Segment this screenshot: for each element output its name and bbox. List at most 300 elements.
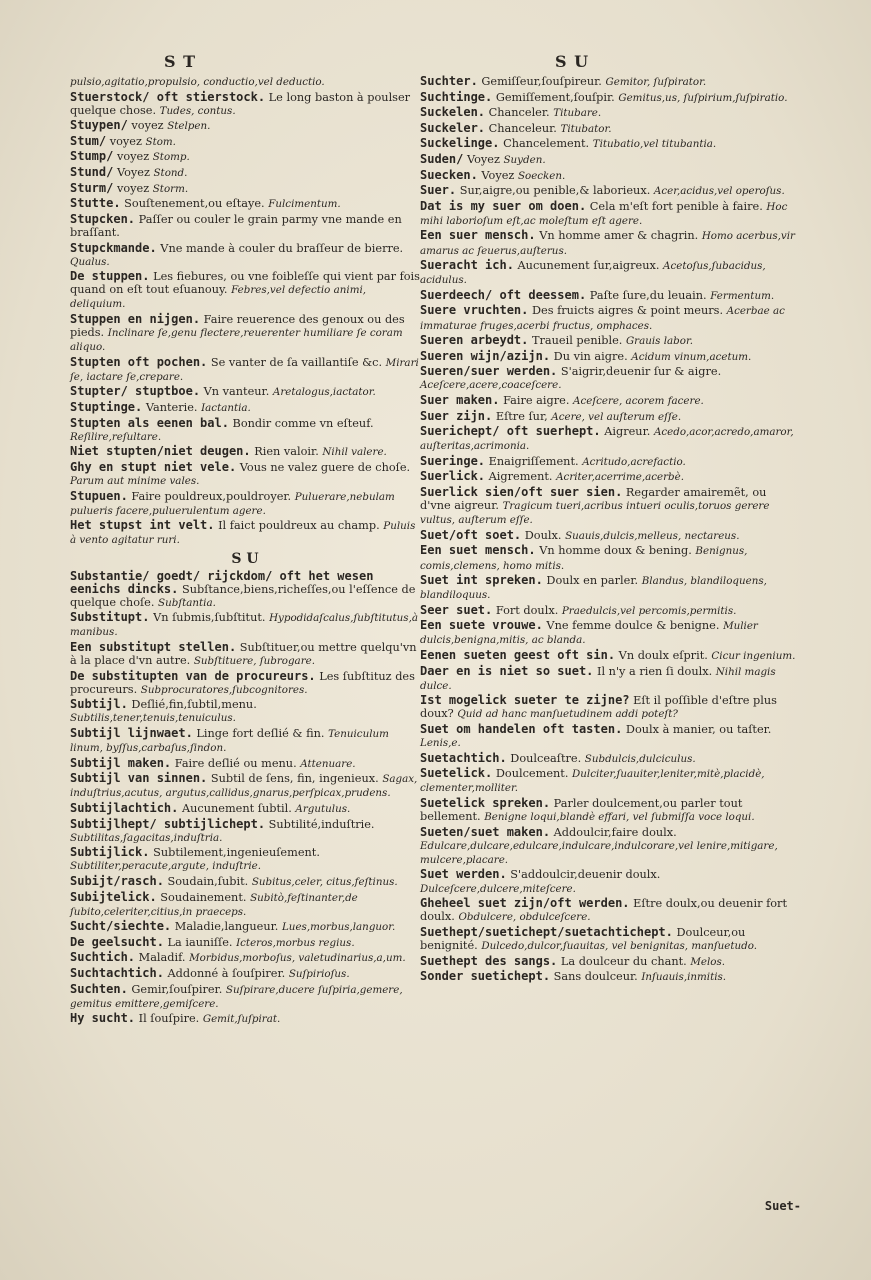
entry-latin: Acriter,acerrime,acerbè. <box>556 471 684 484</box>
entry-headword: Suchtachtich. <box>70 966 164 981</box>
entry-latin: Acer,acidus,vel operoſus. <box>653 185 785 198</box>
dictionary-entry <box>70 920 420 934</box>
dictionary-entry <box>420 394 800 408</box>
entry-headword: Ist mogelick sueter te zijne? <box>420 693 630 708</box>
entry-french: Du vin aigre. <box>553 349 628 363</box>
dictionary-entry <box>420 334 800 348</box>
entry-headword: Sonder suetichept. <box>420 969 551 984</box>
entry-headword: Stutte. <box>70 196 121 211</box>
entry-latin: Titubator. <box>560 122 612 135</box>
entry-latin: Dulceſcere,dulcere,miteſcere. <box>420 882 576 895</box>
entry-headword: De stuppen. <box>70 269 150 284</box>
entry-latin: Acedo,acor,acredo,amaror, auſteritas,acrimonia. <box>420 426 794 453</box>
dictionary-entry <box>420 75 800 89</box>
dictionary-entry <box>420 470 800 484</box>
entry-french: Se vanter de ſa vaillantiſe &c. <box>210 355 383 369</box>
entry-headword: Suerichept/ oft suerhept. <box>420 424 601 439</box>
entry-latin: Titubatio,vel titubantia. <box>592 138 717 151</box>
entry-french: Faire pouldreux,pouldroyer. <box>131 489 292 503</box>
dictionary-entry <box>420 767 800 795</box>
dictionary-entry <box>420 304 800 332</box>
dictionary-entry <box>70 150 420 164</box>
entry-latin: Subtiliter,peracute,argute, induſtrie. <box>70 860 261 873</box>
entry-latin: Puluerare,nebulam pulueris facere,puluerulentum agere. <box>70 490 395 517</box>
entry-latin: Attenuare. <box>300 757 356 770</box>
entry-french: Soudain,ſubit. <box>167 874 249 888</box>
dictionary-entry <box>420 665 800 693</box>
entry-latin: Acritudo,acrefactio. <box>582 455 686 468</box>
dictionary-entry <box>420 752 800 766</box>
entry-headword: Stund/ <box>70 165 114 180</box>
entry-french: Addoulcir,faire doulx. <box>553 825 677 839</box>
entry-french: Eſtre doulx,ou deuenir fort doulx. <box>420 897 787 924</box>
entry-latin: Parum aut minime vales. <box>70 475 200 488</box>
entry-latin: Gemit,ſuſpirat. <box>202 1013 281 1026</box>
entry-latin: Gemitus,us, ſuſpirium,ſuſpiratio. <box>618 91 788 104</box>
dictionary-entry <box>70 242 420 269</box>
entry-headword: Sueracht ich. <box>420 258 514 273</box>
dictionary-entry <box>70 91 420 118</box>
dictionary-entry <box>70 1012 420 1026</box>
entry-latin: Suſpirioſus. <box>288 968 350 981</box>
dictionary-entry <box>70 417 420 444</box>
entry-latin: Obdulcere, obdulceſcere. <box>458 911 591 924</box>
entry-latin: Suyden. <box>503 153 546 166</box>
entry-headword: Daer en is niet so suet. <box>420 663 594 678</box>
entry-headword: Suerlick. <box>420 469 486 484</box>
entry-headword: Stupter/ stuptboe. <box>70 384 201 399</box>
entry-french: Les ſubſtituz des procureurs. <box>70 669 415 696</box>
dictionary-entry <box>420 365 800 392</box>
dictionary-entry <box>420 897 800 924</box>
entry-french: Doulceaſtre. <box>510 751 582 765</box>
entry-french: Subtil de ſens, fin, ingenieux. <box>210 772 379 786</box>
entry-latin: Mulier dulcis,benigna,mitis, ac blanda. <box>420 620 758 647</box>
dictionary-entry <box>70 670 420 697</box>
entry-headword: Subtijlachtich. <box>70 801 179 815</box>
dictionary-entry <box>420 694 800 721</box>
entry-latin: Hoc mihi laborioſum eſt,ac moleſtum eſt agere. <box>420 200 788 227</box>
entry-latin: Quid ad hanc manſuetudinem addi poteſt? <box>457 708 678 721</box>
entry-headword: Suet werden. <box>420 867 507 882</box>
entry-latin: Benignus, comis,clemens, homo mitis. <box>420 545 748 572</box>
dictionary-entry <box>420 826 800 867</box>
right-column <box>420 52 800 986</box>
dictionary-entry <box>70 936 420 950</box>
entry-french: Aucunement ſubtil. <box>181 802 292 815</box>
dictionary-entry <box>70 611 420 639</box>
entry-french: Linge fort deſlié & fin. <box>196 727 325 741</box>
entry-french: Faire deſlié ou menu. <box>174 756 297 770</box>
entry-headword: Sucht/siechte. <box>70 919 172 934</box>
entry-headword: Suethept des sangs. <box>420 953 558 968</box>
entry-headword: Suere vruchten. <box>420 303 529 318</box>
entry-headword: Sueren wijn/azijn. <box>420 348 551 363</box>
dictionary-entry <box>70 313 420 354</box>
dictionary-entry <box>70 182 420 196</box>
entry-headword: Het stupst int velt. <box>70 518 215 533</box>
dictionary-entry <box>70 385 420 399</box>
entry-headword: Stupcken. <box>70 211 136 226</box>
entry-french: Doulx. <box>524 528 562 542</box>
entry-french: Subtilement,ingenieuſement. <box>153 846 320 860</box>
entry-french: Maladif. <box>138 951 186 965</box>
entry-french: Vn homme doux & bening. <box>539 544 692 558</box>
dictionary-entry <box>420 425 800 453</box>
entry-french: Il n'y a rien ſi doulx. <box>596 664 713 678</box>
dictionary-entry <box>420 137 800 151</box>
entry-headword: Sueten/suet maken. <box>420 824 551 839</box>
dictionary-entry <box>70 135 420 149</box>
entry-headword: Sueren arbeydt. <box>420 333 529 348</box>
dictionary-entry <box>70 75 420 89</box>
entry-french: Chanceler. <box>488 106 550 120</box>
entry-french: Bondir comme vn eſteuf. <box>232 416 374 430</box>
entry-headword: Suerlick sien/oft suer sien. <box>420 485 623 500</box>
entry-latin: Aceſcere, acorem facere. <box>573 394 704 407</box>
entry-french: Paſſer ou couler le grain parmy vne mande en braſſant. <box>70 212 402 239</box>
entry-french: Subſtance,biens,richeſſes,ou l'eſſence de quelque choſe. <box>70 582 416 609</box>
entry-french: Maladie,langueur. <box>174 920 279 934</box>
entry-latin: Argutulus. <box>295 803 351 815</box>
entry-latin: Acidum vinum,acetum. <box>631 350 752 363</box>
entry-french: Traueil penible. <box>531 334 623 348</box>
entry-latin: Aretalogus,iactator. <box>272 386 376 399</box>
entry-french: Gemiſſement,ſouſpir. <box>495 90 615 104</box>
dictionary-entry <box>420 604 800 618</box>
dictionary-entry <box>420 486 800 527</box>
entry-headword: Stuptinge. <box>70 400 143 415</box>
entry-latin: Titubare. <box>553 107 602 120</box>
entry-headword: Suchtich. <box>70 950 136 965</box>
entry-headword: Stupten als eenen bal. <box>70 415 229 430</box>
entry-latin: Fulcimentum. <box>268 198 341 211</box>
entry-latin: Edulcare,dulcare,edulcare,indulcare,indulcorare,vel lenire,mitigare, mulcere,placare. <box>420 839 778 866</box>
dictionary-entry <box>70 698 420 725</box>
dictionary-entry <box>420 955 800 969</box>
entry-french: Eſtre ſur, <box>495 409 548 423</box>
entry-latin: Stomp. <box>152 151 190 164</box>
entry-french: Addonné à ſouſpirer. <box>167 967 286 981</box>
entry-latin: Morbidus,morboſus, valetudinarius,a,um. <box>189 952 406 965</box>
entry-latin: Stond. <box>153 167 188 180</box>
entry-french: Subſtituer,ou mettre quelqu'vn à la place d'vn autre. <box>70 640 417 668</box>
entry-headword: Substantie/ goedt/ rijckdom/ oft het wesen eenichs dincks. <box>70 568 374 596</box>
dictionary-entry <box>420 410 800 424</box>
entry-latin: Praedulcis,vel percomis,permitis. <box>561 604 737 617</box>
entry-french: Deſlié,fin,ſubtil,menu. <box>131 698 257 712</box>
entry-headword: Suet/oft soet. <box>420 527 522 542</box>
entry-latin: Subprocuratores,ſubcognitores. <box>140 683 308 696</box>
dictionary-entry <box>70 213 420 240</box>
entry-french: Vne femme doulce & benigne. <box>546 619 720 633</box>
dictionary-entry <box>420 169 800 183</box>
entry-headword: Subtijlick. <box>70 845 150 860</box>
entry-headword: Suer maken. <box>420 392 500 407</box>
entry-latin: Stelpen. <box>167 120 211 133</box>
left-header: S T <box>163 52 197 71</box>
dictionary-entry <box>420 455 800 469</box>
entry-headword: Stuerstock/ oft stierstock. <box>70 89 266 104</box>
entry-latin: Tudes, contus. <box>159 104 236 117</box>
dictionary-entry <box>70 570 420 610</box>
entry-headword: Suchtinge. <box>420 89 493 104</box>
dictionary-entry <box>70 641 420 668</box>
dictionary-entry <box>420 259 800 287</box>
entry-headword: Suchten. <box>70 981 128 996</box>
entry-latin: Reſilire,reſultare. <box>70 430 162 443</box>
entry-french: Doulx à manier, ou taſter. <box>625 723 772 737</box>
entry-headword: Suden/ <box>420 151 464 166</box>
entry-latin: Acere, vel auſterum eſſe. <box>551 410 682 423</box>
entry-french: Vn doulx eſprit. <box>618 649 708 663</box>
dictionary-entry <box>420 723 800 750</box>
entry-latin: Subtilitas,ſagacitas,induſtria. <box>70 831 223 844</box>
entry-headword: Seer suet. <box>420 602 493 617</box>
entry-headword: Suchter. <box>420 74 478 88</box>
entry-latin: Acetoſus,ſubacidus, acidulus. <box>420 260 766 287</box>
entry-latin: Subtilis,tener,tenuis,tenuiculus. <box>70 712 236 725</box>
entry-french: voyez <box>109 134 142 148</box>
left-entries-2 <box>70 570 420 1027</box>
entry-headword: Hy sucht. <box>70 1011 136 1026</box>
entry-headword: Suecken. <box>420 167 478 182</box>
right-entries <box>420 75 800 984</box>
entry-latin: Subſtituere, ſubrogare. <box>193 655 315 668</box>
entry-french: Aigrement. <box>488 470 553 484</box>
entry-latin: Suauis,dulcis,melleus, nectareus. <box>565 529 740 542</box>
entry-french: Chanceleur. <box>488 121 557 135</box>
entry-headword: Suckeler. <box>420 120 486 135</box>
entry-latin: Inclinare ſe,genu flectere,reuerenter humiliare ſe coram aliquo. <box>70 327 403 354</box>
entry-french: Aucunement ſur,aigreux. <box>517 259 660 273</box>
entry-latin: Suſpirare,ducere ſuſpiria,gemere, gemitus emittere,gemiſcere. <box>70 983 403 1010</box>
dictionary-entry <box>70 818 420 845</box>
dictionary-entry <box>70 490 420 518</box>
entry-latin: Qualus. <box>70 255 110 268</box>
entry-headword: Een suete vrouwe. <box>420 618 543 633</box>
dictionary-entry <box>420 529 800 543</box>
dictionary-entry <box>420 122 800 136</box>
entry-latin: Dulciter,ſuauiter,leniter,mitè,placidè, clementer,molliter. <box>420 768 765 795</box>
dictionary-entry <box>70 519 420 547</box>
dictionary-entry <box>420 106 800 120</box>
dictionary-entry <box>70 846 420 873</box>
entry-latin: Icteros,morbus regius. <box>236 936 355 949</box>
entry-headword: Suet om handelen oft tasten. <box>420 722 623 737</box>
dictionary-entry <box>420 544 800 572</box>
entry-french: Subtilité,induſtrie. <box>268 817 375 831</box>
entry-latin: Gemitor, ſuſpirator. <box>605 76 707 88</box>
entry-headword: Suetachtich. <box>420 750 507 765</box>
entry-french: S'aigrir,deuenir ſur & aigre. <box>560 365 722 379</box>
dictionary-entry <box>420 797 800 824</box>
entry-latin: Blandus, blandiloquens, blandiloquus. <box>420 575 767 602</box>
entry-headword: Dat is my suer om doen. <box>420 198 587 213</box>
entry-french: Parler doulcement,ou parler tout bellement. <box>420 797 743 824</box>
entry-headword: Stupten oft pochen. <box>70 354 208 369</box>
dictionary-entry <box>420 926 800 953</box>
left-column <box>70 52 420 1028</box>
dictionary-entry <box>70 727 420 755</box>
entry-headword: Een suer mensch. <box>420 228 536 243</box>
dictionary-entry <box>420 91 800 105</box>
entry-headword: Suckelinge. <box>420 136 500 151</box>
entry-headword: Subijt/rasch. <box>70 873 164 888</box>
entry-french: Le long baston à poulser quelque chose. <box>70 90 411 117</box>
entry-headword: Gheheel suet zijn/oft werden. <box>420 896 630 911</box>
entry-headword: Stupuen. <box>70 488 128 503</box>
entry-french: Souſtenement,ou eſtaye. <box>124 197 265 211</box>
entry-headword: Ghy en stupt niet vele. <box>70 459 237 474</box>
entry-latin: Acerbae ac immaturae fruges,acerbi fructus, omphaces. <box>420 305 785 332</box>
dictionary-entry <box>420 868 800 895</box>
entry-french: Regarder amairemẽt, ou d'vne aigreur. <box>420 486 767 513</box>
entry-french: Il faict pouldreux au champ. <box>218 519 380 533</box>
entry-french: La doulceur du chant. <box>560 954 687 968</box>
entry-french: Aigreur. <box>604 425 651 439</box>
dictionary-entry <box>420 619 800 647</box>
entry-french: Il ſouſpire. <box>138 1012 200 1026</box>
entry-headword: De substitupten van de procureurs. <box>70 668 316 683</box>
entry-french: La iauniſſe. <box>167 935 233 949</box>
entry-french: Paſte ſure,du leuain. <box>589 288 707 302</box>
dictionary-entry <box>420 350 800 364</box>
entry-french: Vous ne valez guere de choſe. <box>239 460 411 474</box>
entry-latin: Melos. <box>690 955 726 968</box>
entry-headword: De geelsucht. <box>70 934 164 949</box>
entry-latin: Subdulcis,dulciculus. <box>584 752 696 765</box>
entry-latin: Hypodidaſcalus,ſubſtitutus,à manibus. <box>70 612 418 639</box>
entry-latin: Dulcedo,dulcor,ſuauitas, vel benignitas, manſuetudo. <box>481 939 758 952</box>
dictionary-entry <box>70 197 420 211</box>
dictionary-entry <box>420 649 800 663</box>
entry-latin: Subitus,celer, citus,feſtinus. <box>251 875 398 888</box>
entry-latin: Nihil magis dulce. <box>420 665 776 692</box>
entry-french: Vanterie. <box>145 401 198 415</box>
entry-french: Enaigriſſement. <box>488 454 579 468</box>
entry-headword: Een substitupt stellen. <box>70 639 237 654</box>
entry-french: voyez <box>131 119 164 133</box>
entry-latin: Mirari ſe, iactare ſe,crepare. <box>70 356 419 383</box>
entry-french: Voyez <box>116 166 150 180</box>
entry-french: Doulceur,ou benignité. <box>420 925 746 952</box>
entry-headword: Suckelen. <box>420 105 486 120</box>
dictionary-entry <box>70 757 420 771</box>
entry-latin: Tragicum tueri,acribus intueri oculis,toruos gerere vultus, auſterum eſſe. <box>420 500 770 527</box>
entry-french: Sur,aigre,ou penible,& laborieux. <box>459 184 651 198</box>
entry-french: S'addoulcir,deuenir doulx. <box>510 868 661 882</box>
entry-french: Cela m'eſt fort penible à faire. <box>589 199 763 213</box>
entry-headword: Subtijl. <box>70 697 128 712</box>
entry-latin: Puluis à vento agitatur ruri. <box>70 520 416 547</box>
entry-headword: Subtijlhept/ subtijlichept. <box>70 816 266 831</box>
entry-latin: Sagax, induſtrius,acutus, argutus,callidus,gnarus,perſpicax,prudens. <box>70 773 418 800</box>
dictionary-entry <box>70 983 420 1011</box>
entry-headword: Suerdeech/ oft deessem. <box>420 287 587 302</box>
dictionary-entry <box>70 356 420 384</box>
entry-headword: Suetelick. <box>420 766 493 781</box>
entry-latin: Homo acerbus,vir amarus ac ſeuerus,auſterus. <box>420 230 795 257</box>
entry-headword: Stum/ <box>70 133 107 148</box>
entry-french: Faire aigre. <box>503 393 570 407</box>
entry-latin: Grauis labor. <box>625 335 694 348</box>
entry-french: voyez <box>116 181 150 195</box>
entry-latin: Stom. <box>145 135 176 148</box>
dictionary-entry <box>70 802 420 816</box>
entry-french: Gemiſſeur,ſouſpireur. <box>481 75 602 88</box>
entry-headword: Sueringe. <box>420 453 486 468</box>
dictionary-entry <box>420 153 800 167</box>
entry-headword: Stuppen en nijgen. <box>70 312 201 326</box>
entry-headword: Een suet mensch. <box>420 543 536 558</box>
entry-latin: Subitò,feſtinanter,de ſubito,celeriter,citius,in praeceps. <box>70 891 358 918</box>
entry-latin: Nihil valere. <box>322 446 387 459</box>
entry-headword: Sueren/suer werden. <box>420 364 558 379</box>
entry-french: voyez <box>116 150 150 164</box>
dictionary-entry <box>70 891 420 919</box>
entry-headword: Subtijl lijnwaet. <box>70 726 193 741</box>
entry-french: Eſt il poſſible d'eſtre plus doux? <box>420 694 777 721</box>
entry-french: Vn vanteur. <box>203 385 270 399</box>
entry-headword: Suer zijn. <box>420 408 493 423</box>
entry-french: Des fruicts aigres & point meurs. <box>531 304 724 318</box>
entry-headword: Stuypen/ <box>70 118 128 133</box>
entry-french: Gemir,ſouſpirer. <box>131 982 223 996</box>
entry-latin: Iactantia. <box>201 402 251 415</box>
section-heading: S U <box>231 550 259 567</box>
dictionary-entry <box>70 270 420 311</box>
entry-french: Sans doulceur. <box>553 970 638 984</box>
entry-french: Les fiebures, ou vne foibleſſe qui vient par fois quand on eſt tout eſuanouy. <box>70 270 420 297</box>
dictionary-entry <box>70 401 420 415</box>
entry-headword: Eenen sueten geest oft sin. <box>420 648 616 663</box>
entry-latin: Storm. <box>152 182 189 195</box>
entry-latin: Inſuauis,inmitis. <box>641 971 727 984</box>
catchword: Suet- <box>764 1199 801 1213</box>
dictionary-entry <box>70 875 420 889</box>
entry-headword: Niet stupten/niet deugen. <box>70 444 251 459</box>
entry-headword: Substitupt. <box>70 610 150 625</box>
left-entries <box>70 75 420 548</box>
entry-headword: Stump/ <box>70 149 114 164</box>
entry-french: Doulcement. <box>495 767 569 781</box>
entry-headword: Subtijl maken. <box>70 755 172 770</box>
entry-french: Soudainement. <box>160 890 247 904</box>
entry-latin: Cicur ingenium. <box>711 650 796 663</box>
entry-headword: Sturm/ <box>70 180 114 195</box>
dictionary-entry <box>420 229 800 257</box>
entry-french: Doulx en parler. <box>546 574 639 588</box>
entry-latin: Subſtantia. <box>158 596 216 609</box>
entry-french: Vn homme amer & chagrin. <box>539 229 699 243</box>
dictionary-entry <box>70 166 420 180</box>
entry-latin: Soecken. <box>517 169 566 182</box>
dictionary-entry <box>70 119 420 133</box>
dictionary-entry <box>70 951 420 965</box>
dictionary-entry <box>420 200 800 228</box>
dictionary-entry <box>420 184 800 198</box>
entry-headword: Suet int spreken. <box>420 573 543 588</box>
entry-latin: Fermentum. <box>710 289 775 302</box>
dictionary-entry <box>420 574 800 602</box>
entry-headword: Subtijl van sinnen. <box>70 771 208 786</box>
entry-french: Fort doulx. <box>495 603 559 617</box>
right-header: S U <box>555 52 590 71</box>
entry-latin: Benigne loqui,blandè effari, vel ſubmiſſa voce loqui. <box>484 811 755 824</box>
dictionary-entry <box>70 461 420 488</box>
entry-french: Rien valoir. <box>254 445 319 459</box>
